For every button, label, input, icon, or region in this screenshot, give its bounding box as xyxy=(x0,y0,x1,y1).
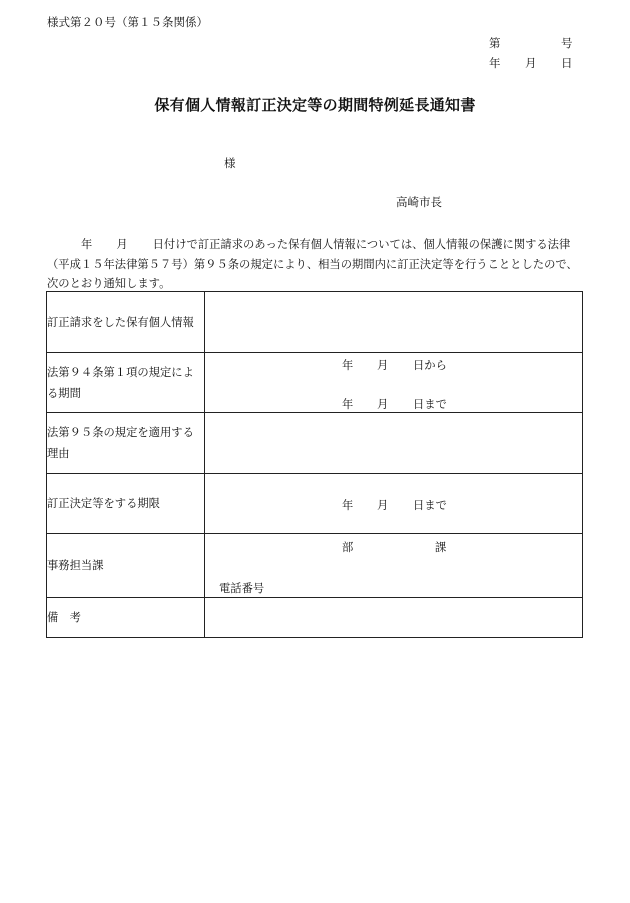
label-remarks: 備 考 xyxy=(47,598,205,638)
value-requested-info[interactable] xyxy=(205,292,583,353)
period-to-day: 日まで xyxy=(413,398,447,411)
row-requested-info xyxy=(47,292,583,353)
label-department: 事務担当課 xyxy=(47,534,205,598)
label-requested-info: 訂正請求をした保有個人情報 xyxy=(47,292,205,353)
row-reason xyxy=(47,413,583,474)
label-reason-b: 理由 xyxy=(47,447,70,460)
label-statutory-period-b: る期間 xyxy=(47,386,81,400)
label-statutory-period xyxy=(47,353,205,413)
value-department[interactable] xyxy=(205,534,583,598)
addressee-suffix: 様 xyxy=(224,156,236,170)
period-from-day: 日から xyxy=(413,359,447,372)
period-to-year: 年 xyxy=(342,398,354,411)
row-department xyxy=(47,534,583,598)
value-deadline[interactable] xyxy=(205,474,583,534)
deadline-month: 月 xyxy=(377,499,389,512)
body-month-label: 月 xyxy=(116,238,128,251)
deadline-year: 年 xyxy=(342,499,354,512)
department-bu: 部 xyxy=(342,541,354,554)
notification-table xyxy=(46,291,583,638)
body-line-2: （平成１５年法律第５７号）第９５条の規定により、相当の期間内に訂正決定等を行うこととしたので、 xyxy=(47,258,578,271)
label-reason-a: 法第９５条の規定を適用する xyxy=(47,426,194,439)
period-from-year: 年 xyxy=(342,359,354,372)
issue-day-label: 日 xyxy=(561,56,573,70)
document-title: 保有個人情報訂正決定等の期間特例延長通知書 xyxy=(154,96,476,114)
department-ka: 課 xyxy=(435,541,447,554)
value-reason[interactable] xyxy=(205,413,583,474)
value-statutory-period[interactable] xyxy=(205,353,583,413)
document-number-suffix: 号 xyxy=(561,36,573,50)
body-line-1 xyxy=(47,236,570,252)
body-line-3: 次のとおり通知します。 xyxy=(47,277,171,290)
row-statutory-period xyxy=(47,353,583,413)
body-year-label: 年 xyxy=(81,238,93,251)
deadline-day: 日まで xyxy=(413,499,447,512)
document-number-prefix: 第 xyxy=(489,36,501,50)
period-from-month: 月 xyxy=(377,359,389,372)
issue-month-label: 月 xyxy=(525,56,537,70)
issue-year-label: 年 xyxy=(489,56,501,70)
label-reason xyxy=(47,413,205,474)
label-statutory-period-a: 法第９４条第１項の規定によ xyxy=(47,365,194,379)
issuer-name: 高崎市長 xyxy=(396,195,442,209)
form-number: 様式第２０号（第１５条関係） xyxy=(47,15,208,29)
body-line-1-text: 日付けで訂正請求のあった保有個人情報については、個人情報の保護に関する法律 xyxy=(152,238,571,251)
period-to-month: 月 xyxy=(377,398,389,411)
row-remarks xyxy=(47,598,583,638)
phone-number-label: 電話番号 xyxy=(219,582,265,595)
label-deadline: 訂正決定等をする期限 xyxy=(47,474,205,534)
value-remarks[interactable] xyxy=(205,598,583,638)
row-deadline xyxy=(47,474,583,534)
